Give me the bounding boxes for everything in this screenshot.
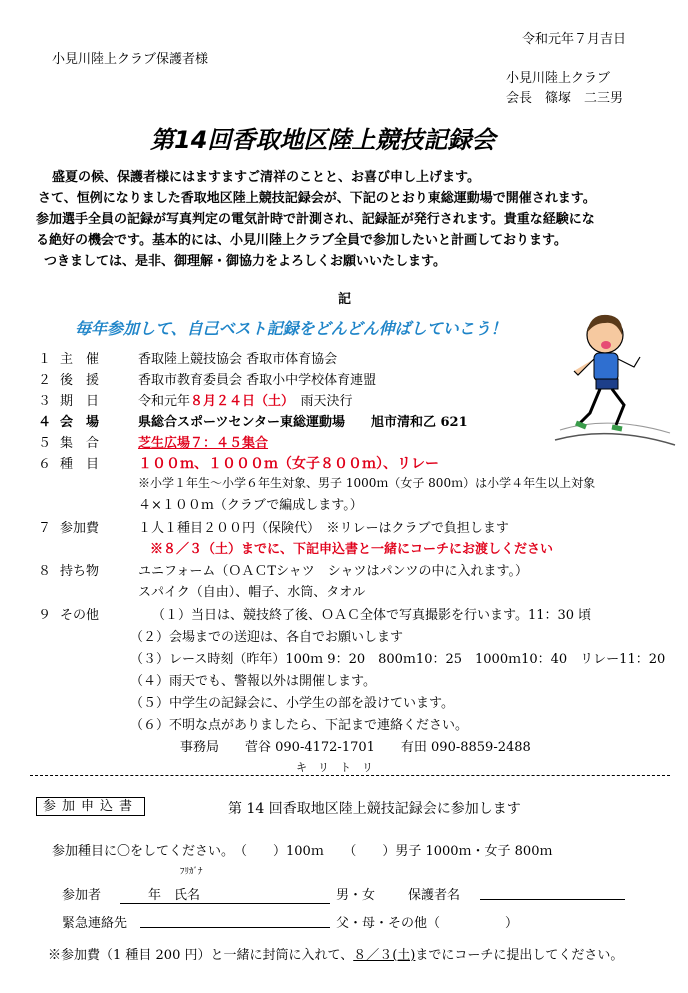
item-support: ２ 後 援 香取市教育委員会 香取小中学校体育連盟 <box>38 373 377 388</box>
item-belongings: ８ 持ち物 ユニフォーム（ＯＡＣTシャツ シャツはパンツの中に入れます。） <box>38 564 528 579</box>
events-note-1: ※小学１年生～小学６年生対象、男子 1000ｍ（女子 800ｍ）は小学４年生以上対象 <box>138 476 596 490</box>
participant-label: 参加者 <box>62 888 102 903</box>
belongings-note: スパイク（自由）、帽子、水筒、タオル <box>138 585 366 600</box>
sender-club: 小見川陸上クラブ <box>506 71 611 86</box>
item-date: ３ 期 日 令和元年８月２４日（土） 雨天決行 <box>38 394 353 409</box>
intro-line-3: 参加選手全員の記録が写真判定の電気計時で計測され、記録証が発行されます。貴重な経験にな <box>36 212 595 227</box>
other-line-4: （４）雨天でも、警報以外は開催します。 <box>130 674 376 689</box>
footer-deadline: ８／３(土) <box>353 948 416 963</box>
item-other: ９ その他 （１）当日は、競技終了後、ＯＡＣ全体で写真撮影を行います。11：30 頃 <box>38 608 592 623</box>
cut-label: キ リ ト リ <box>296 761 373 774</box>
guardian-name-field[interactable] <box>480 884 625 900</box>
events-note-2: ４×１００ｍ（クラブで編成します。） <box>138 498 363 513</box>
other-line-6: （６）不明な点がありましたら、下記まで連絡ください。 <box>130 718 469 733</box>
guardian-label: 保護者名 <box>408 888 461 903</box>
relation-choice[interactable]: 父・母・その他（ ） <box>336 916 519 931</box>
item-organizer: １ 主 催 香取陸上競技協会 香取市体育協会 <box>38 352 338 367</box>
event-date: ８月２４日（土） <box>190 394 288 409</box>
event-choice-line[interactable]: 参加種目に〇をしてください。 （ ）100ｍ （ ）男子 1000ｍ・女子 800ｍ <box>52 844 553 859</box>
ki-label: 記 <box>338 292 352 307</box>
item-fee: ７ 参加費 １人１種目２００円（保険代） ※リレーはクラブで負担します <box>38 521 509 536</box>
intro-line-2: さて、恒例になりました香取地区陸上競技記録会が、下記のとおり東総運動場で開催されます。 <box>38 191 596 206</box>
meeting-time: 芝生広場７：４５集合 <box>138 436 269 451</box>
intro-line-5: つきましては、是非、御理解・御協力をよろしくお願いいたします。 <box>44 254 446 269</box>
item-events: ６ 種 目 １００ｍ、１０００ｍ（女子８００ｍ）、リレー <box>38 456 439 472</box>
other-line-3: （３）レース時刻（昨年）100ｍ 9：20 800ｍ10：25 1000ｍ10：40 リレー11：20 <box>130 652 666 667</box>
other-line-2: （２）会場までの送迎は、各自でお願いします <box>130 630 404 645</box>
office-contact: 事務局 菅谷 090-4172-1701 有田 090-8859-2488 <box>180 740 531 755</box>
runner-illustration <box>550 305 680 450</box>
item-meeting: ５ 集 合 芝生広場７：４５集合 <box>38 436 269 451</box>
form-header <box>36 795 145 814</box>
furigana-label: ﾌﾘｶﾞﾅ <box>180 867 203 877</box>
form-footer: ※参加費（1 種目 200 円）と一緒に封筒に入れて、８／３(土)までにコーチに提出してください。 <box>48 948 624 963</box>
gender-choice[interactable]: 男・女 <box>336 888 376 903</box>
page-title: 第14回香取地区陸上競技記録会 <box>150 126 496 154</box>
date: 令和元年７月吉日 <box>522 32 627 47</box>
other-line-5: （５）中学生の記録会に、小学生の部を設けています。 <box>130 696 454 711</box>
cut-line <box>30 775 670 776</box>
addressee: 小見川陸上クラブ保護者様 <box>52 52 209 67</box>
form-box-label: 参加申込書 <box>36 797 145 816</box>
sender-president: 会長 篠塚 二三男 <box>506 91 624 106</box>
emergency-label: 緊急連絡先 <box>62 916 128 931</box>
intro-line-4: る絶好の機会です。基本的には、小見川陸上クラブ全員で参加したいと計画しております。 <box>36 233 567 248</box>
item-venue: ４ 会 場 県総合スポーツセンター東総運動場 旭市清和乙 621 <box>38 415 468 430</box>
slogan: 毎年参加して、自己ベスト記録をどんどん伸ばしていこう！ <box>75 319 507 338</box>
emergency-contact-field[interactable] <box>140 912 330 928</box>
form-heading: 第 14 回香取地区陸上競技記録会に参加します <box>228 801 521 817</box>
intro-line-1: 盛夏の候、保護者様にはますますご清祥のことと、お喜び申し上げます。 <box>52 170 480 185</box>
fee-deadline-note: ※８／３（土）までに、下記申込書と一緒にコーチにお渡しください <box>150 542 554 557</box>
participant-name-field[interactable]: 年 氏名 <box>120 884 330 904</box>
